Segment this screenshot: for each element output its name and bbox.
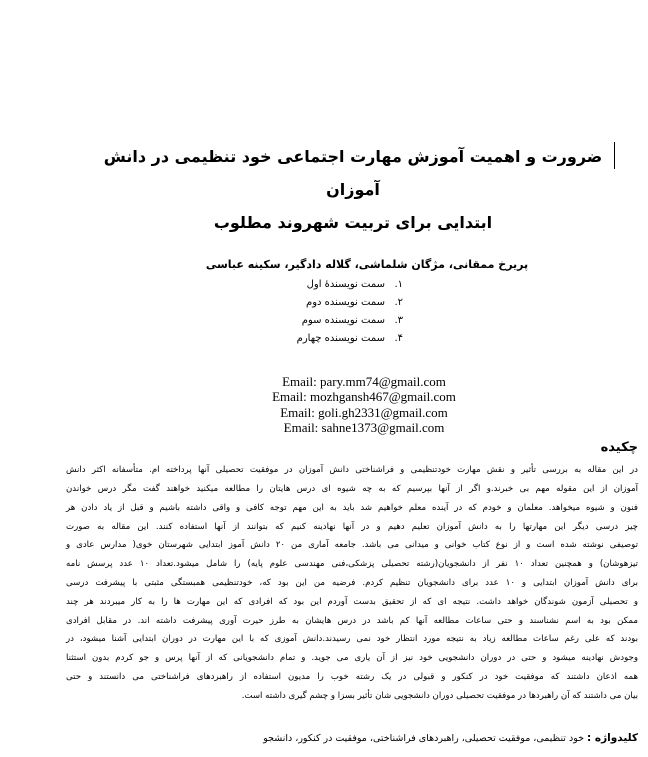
abstract-line: وجودش نهادینه میشود و حتی در دوران دانشجویی خود نیز از آن یاری می جوید. و تمام دانشجویانی که از آنها پرس و جو کردم بدون استثنا xyxy=(66,653,638,664)
list-number: ۱. xyxy=(394,279,403,290)
abstract-heading: چکیده xyxy=(600,440,638,456)
affiliation-text: سمت نویسنده چهارم xyxy=(296,333,385,344)
abstract-line: برای دانش آموزان ابتدایی و ۱۰ عدد برای دانشجویان تنظیم کردم. فرضیه من این بود که، خودتنظیمی همبستگی مثبتی با پیشرفت درسی xyxy=(66,577,638,588)
abstract-body xyxy=(66,461,638,705)
email-list xyxy=(66,374,638,435)
affiliation-item xyxy=(66,294,403,312)
authors: پریرخ ممقانی، مژگان شلماشی، گلاله دادگیر، سکینه عباسی xyxy=(205,258,529,271)
abstract-line: چیز درسی دیگر این مهارتها را به دانش آموزان تعلیم دهیم و در آنها نهادینه کنیم که بتوانند از آنها استفاده کنند. این مقاله به صورت xyxy=(66,521,638,532)
keywords-label: کلیدواژه : xyxy=(587,731,638,744)
affiliation-text: سمت نویسنده دوم xyxy=(306,297,385,308)
email: Email: goli.gh2331@gmail.com xyxy=(280,404,448,420)
affiliation-item xyxy=(66,312,403,330)
abstract-line: توصیفی نوشته شده است و از نوع کتاب خوانی و میدانی می باشد. جامعه آماری من ۲۰ دانش آموز ابتدایی شهرستان خوی( مدارس عادی و xyxy=(66,540,638,551)
text-cursor xyxy=(614,142,615,169)
affiliation-item xyxy=(66,276,403,294)
affiliation-item xyxy=(66,330,403,348)
keywords-text: خود تنظیمی، موفقیت تحصیلی، راهبردهای فراشناختی، موفقیت در کنکور، دانشجو xyxy=(263,732,584,744)
affiliation-text: سمت نویسنده سوم xyxy=(301,315,385,326)
paper-title xyxy=(90,140,616,239)
email: Email: pary.mm74@gmail.com xyxy=(282,374,446,389)
abstract-line: همه اذعان داشتند که موفقیت خود در کنکور و قبولی در یک رشته خوب را مدیون استفاده از راهبردهای فراشناختی می دانستند و حتی xyxy=(66,671,638,682)
email: Email: sahne1373@gmail.com xyxy=(283,419,445,435)
list-number: ۳. xyxy=(394,315,403,326)
paper-title-line-1: ضرورت و اهمیت آموزش مهارت اجتماعی خود تنظیمی در دانش آموزان xyxy=(103,147,603,199)
abstract-line: در این مقاله به بررسی تأثیر و نقش مهارت خودتنظیمی و فراشناختی دانش آموزان در موفقیت تحصیلی آنها پرداخته ام. متأسفانه اکثر دانش xyxy=(66,465,638,476)
list-number: ۲. xyxy=(394,297,403,308)
list-number: ۴. xyxy=(394,333,403,344)
email: Email: mozhgansh467@gmail.com xyxy=(272,389,456,405)
abstract-line: بودند که علی رغم ساعات مطالعه زیاد به نتیجه مورد انتظار خود نمی رسیدند.دانش آموزی که با این مهارت در دوران ابتدایی آشنا میشود، در xyxy=(66,634,638,645)
affiliation-text: سمت نویسندهٔ اول xyxy=(306,279,385,290)
abstract-line: بیان می داشتند که آن راهبردها در موفقیت تحصیلی دوران دانشجویی شان تأثیر بسزا و چشم گیری داشته است. xyxy=(241,690,638,701)
abstract-line: فنون و شیوه میخواهد. معلمان و خودم که در آینده معلم خواهیم شد باید به این مهم توجه کافی و واقی داشته باشیم و قبل از یاد دادن هر xyxy=(66,502,638,513)
abstract-line: ممکن بود به اسم نشناسند و حتی ساعات مطالعه آنها کم باشد در درس هایشان به طرز حیرت آوری پیشرفت داشته اند. در مقابل افرادی xyxy=(66,615,638,626)
paper-title-line-2: ابتدایی برای تربیت شهروند مطلوب xyxy=(213,213,493,232)
abstract-line: آموزان از این مقوله مهم بی خبرند.و اگر از آنها بپرسیم که به چه شیوه ای درس هایتان را مطالعه میکنید خواهند گفت مگر درس خواندن xyxy=(66,483,638,494)
abstract-line: تیزهوشان) و همچنین تعداد ۱۰ نفر از دانشجویان(رشته تحصیلی پزشکی،فنی مهندسی علوم پایه) را شامل میشود.تعداد ۱۰ عدد پرسش نامه xyxy=(66,559,639,570)
keywords xyxy=(66,730,638,747)
abstract-line: و تحصیلی آزمون شوندگان خواهد داشت. نتیجه ای که از تحقیق بدست آوردم این بود که افرادی که این مهارت ها را به کار میبردند هر چند xyxy=(66,596,638,607)
affiliation-list xyxy=(66,276,638,348)
